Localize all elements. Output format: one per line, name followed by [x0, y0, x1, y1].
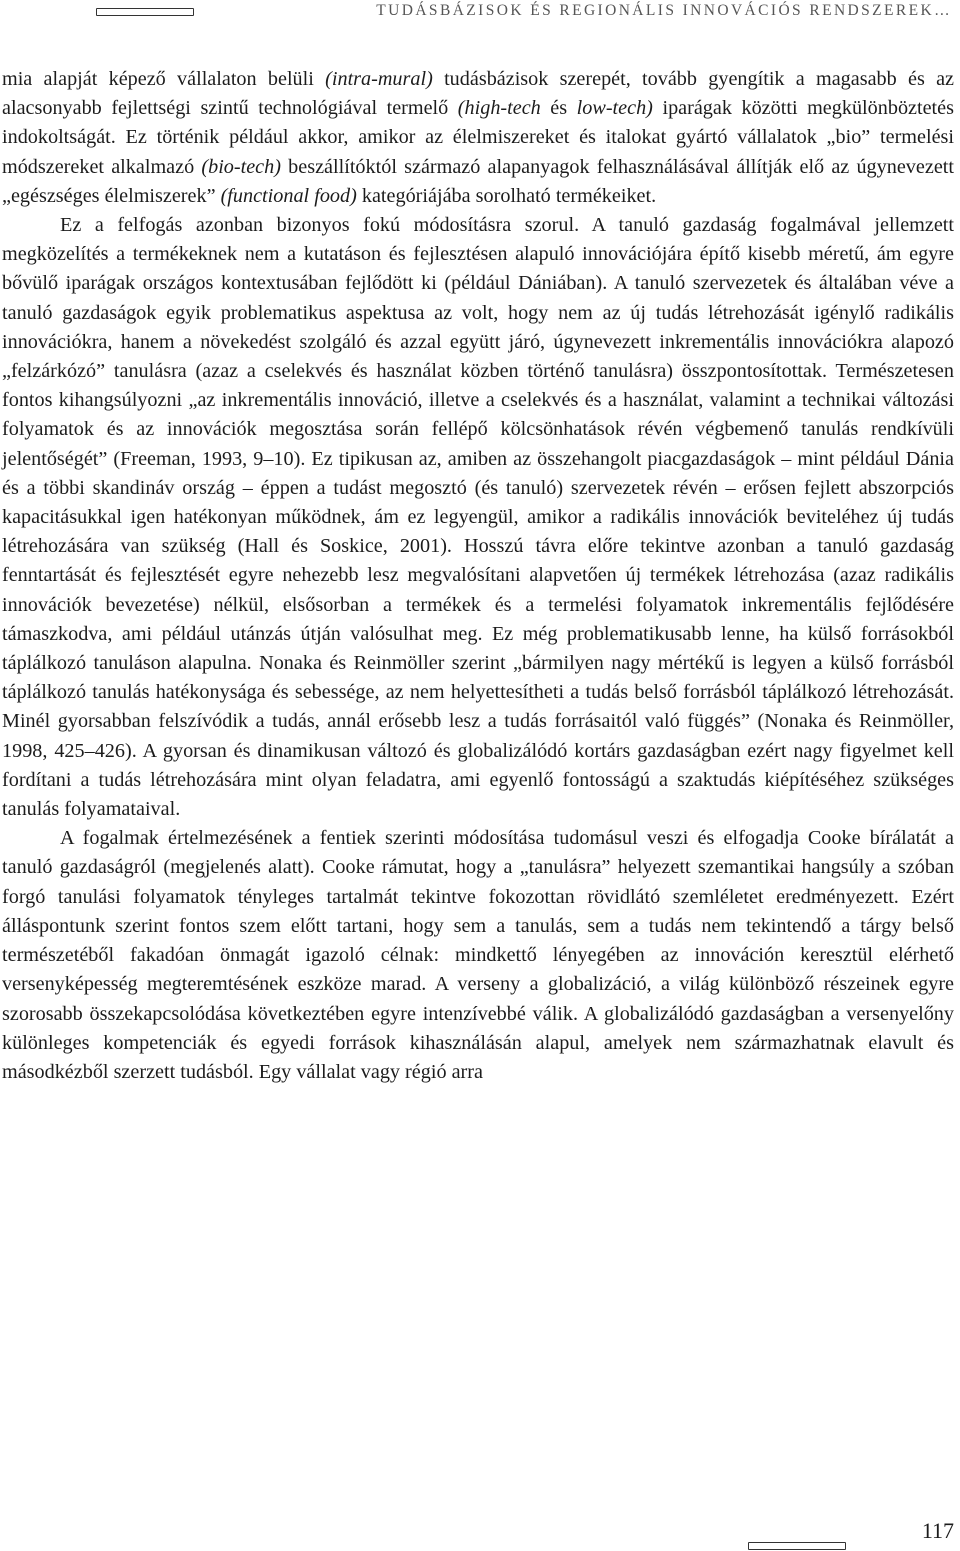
paragraph-3	[2, 824, 954, 1087]
text-run: kategóriájába sorolható termékeiket.	[356, 184, 657, 207]
text-run: iparágak közötti megkülönböztetés indokoltságát. Ez történik például akkor, amikor az élelmiszereket és italokat gyártó vállalatok „bio” termelési módszereket alkalmazó	[2, 97, 954, 178]
text-run: A fogalmak értelmezésének a fentiek szerinti módosítása tudomásul veszi és elfogadja Cooke bírálatát a tanuló gazdaságról (megjelenés alatt). Cooke rámutat, hogy a „tanulásra” helyezett szemantikai hangsúly a szóban forgó tanulási folyamatok tényleges tartalmát tekintve fokozottan rövidlátó szemléletet eredményezett. Ezért álláspontunk szerint fontos szem előtt tartani, hogy sem a tanulás, sem a tudás nem tekintendő a tárgy belső természetéből fakadóan önmagát igazoló célnak: mindkettő lényegében az innováción keresztül elérhető versenyképesség megteremtésének eszköze marad. A verseny a globalizáció, a világ különböző részeinek egyre szorosabb összekapcsolódása következtében egyre intenzívebbé válik. A globalizálódó gazdaságban a versenyelőny különleges kompetenciák és egyedi források kihasználásán alapul, amelyek nem származhatnak elavult és másodkézből szerzett tudásból. Egy vállalat vagy régió arra	[2, 827, 954, 1083]
body-text	[2, 65, 954, 1087]
italic-term: (bio-tech)	[201, 155, 281, 178]
running-head: TUDÁSBÁZISOK ÉS REGIONÁLIS INNOVÁCIÓS RENDSZEREK…	[376, 2, 952, 19]
page-header	[0, 0, 960, 30]
footer-ornament-bar	[748, 1542, 846, 1550]
italic-term: (intra-mural)	[325, 68, 433, 90]
text-run: beszállítóktól származó alapanyagok felhasználásával állítják elő az úgynevezett „egészséges élelmiszerek”	[2, 155, 954, 207]
italic-term: (high-tech	[457, 97, 541, 120]
text-run: tudásbázisok szerepét, tovább gyengítik a magasabb és az alacsonyabb fejlettségi szintű technológiával termelő	[2, 68, 954, 120]
text-run: mia alapját képező vállalaton belüli	[2, 68, 326, 90]
header-ornament-bar	[96, 8, 194, 16]
page-number: 117	[921, 1518, 954, 1543]
text-run: és	[540, 97, 577, 120]
italic-term: low-tech)	[576, 97, 653, 120]
paragraph-2	[2, 211, 954, 824]
text-run: Ez a felfogás azonban bizonyos fokú módosításra szorul. A tanuló gazdaság fogalmával jellemzett megközelítés a termékeknek nem a kutatáson és fejlesztésen alapuló innovációjára építő kisebb méretű, ám egyre bővülő iparágak országos kontextusában fejlődött ki (például Dániában). A tanuló szervezetek és általában véve a tanuló gazdaságok egyik problematikus aspektusa az volt, hogy nem az új tudás létrehozását igénylő radikális innovációkra, hanem a növekedést szolgáló és azzal együtt járó, úgynevezett inkrementális innovációkra alapozó „felzárkózó” tanulásra (azaz a cselekvés és használat közben történő tanulásra) összpontosítottak. Természetesen fontos kihangsúlyozni „az inkrementális innováció, illetve a cselekvés és a használat, valamint a technikai változási folyamatok és az innovációk megosztása során fellépő kölcsönhatások révén végbemenő tanulás rendkívüli jelentőségét” (Freeman, 1993, 9–10). Ez tipikusan az, amiben az összehangolt piacgazdaságok – mint például Dánia és a többi skandináv ország – éppen a tudást megosztó (és tanuló) szervezetek révén – erősen fejlett abszorpciós kapacitásukkal igen hatékonyan működnek, ám ez legyengül, amikor a radikális innovációk beviteléhez új tudás létrehozására van szükség (Hall és Soskice, 2001). Hosszú távra előre tekintve azonban a tanuló gazdaság fenntartását és fejlesztését egyre nehezebb lesz megvalósítani alapvetően új termékek létrehozása (azaz radikális innovációk bevezetése) nélkül, elsősorban a termékek és a termelési folyamatok inkrementális fejlődésére támaszkodva, ami például utánzás útján valósulhat meg. Ez még problematikusabb lenne, ha külső forrásokból táplálkozó tanuláson alapulna. Nonaka és Reinmöller szerint „bármilyen nagy mértékű is legyen a külső forrásból táplálkozó tanulás hatékonysága és sebessége, az nem helyettesítheti a tudás belső forrásból táplálkozó létrehozását. Minél gyorsabban felszívódik a tudás, annál erősebb lesz a tudás forrásaitól való függés” (Nonaka és Reinmöller, 1998, 425–426). A gyorsan és dinamikusan változó és globalizálódó kortárs gazdaságban ezért nagy figyelmet kell fordítani a tudás létrehozására mint olyan feladatra, ami egyenlő fontosságú a szaktudás kiépítéséhez szükséges tanulás folyamataival.	[2, 214, 954, 821]
paragraph-1	[2, 65, 954, 211]
italic-term: (functional food)	[220, 184, 357, 207]
page-footer	[0, 1500, 960, 1551]
